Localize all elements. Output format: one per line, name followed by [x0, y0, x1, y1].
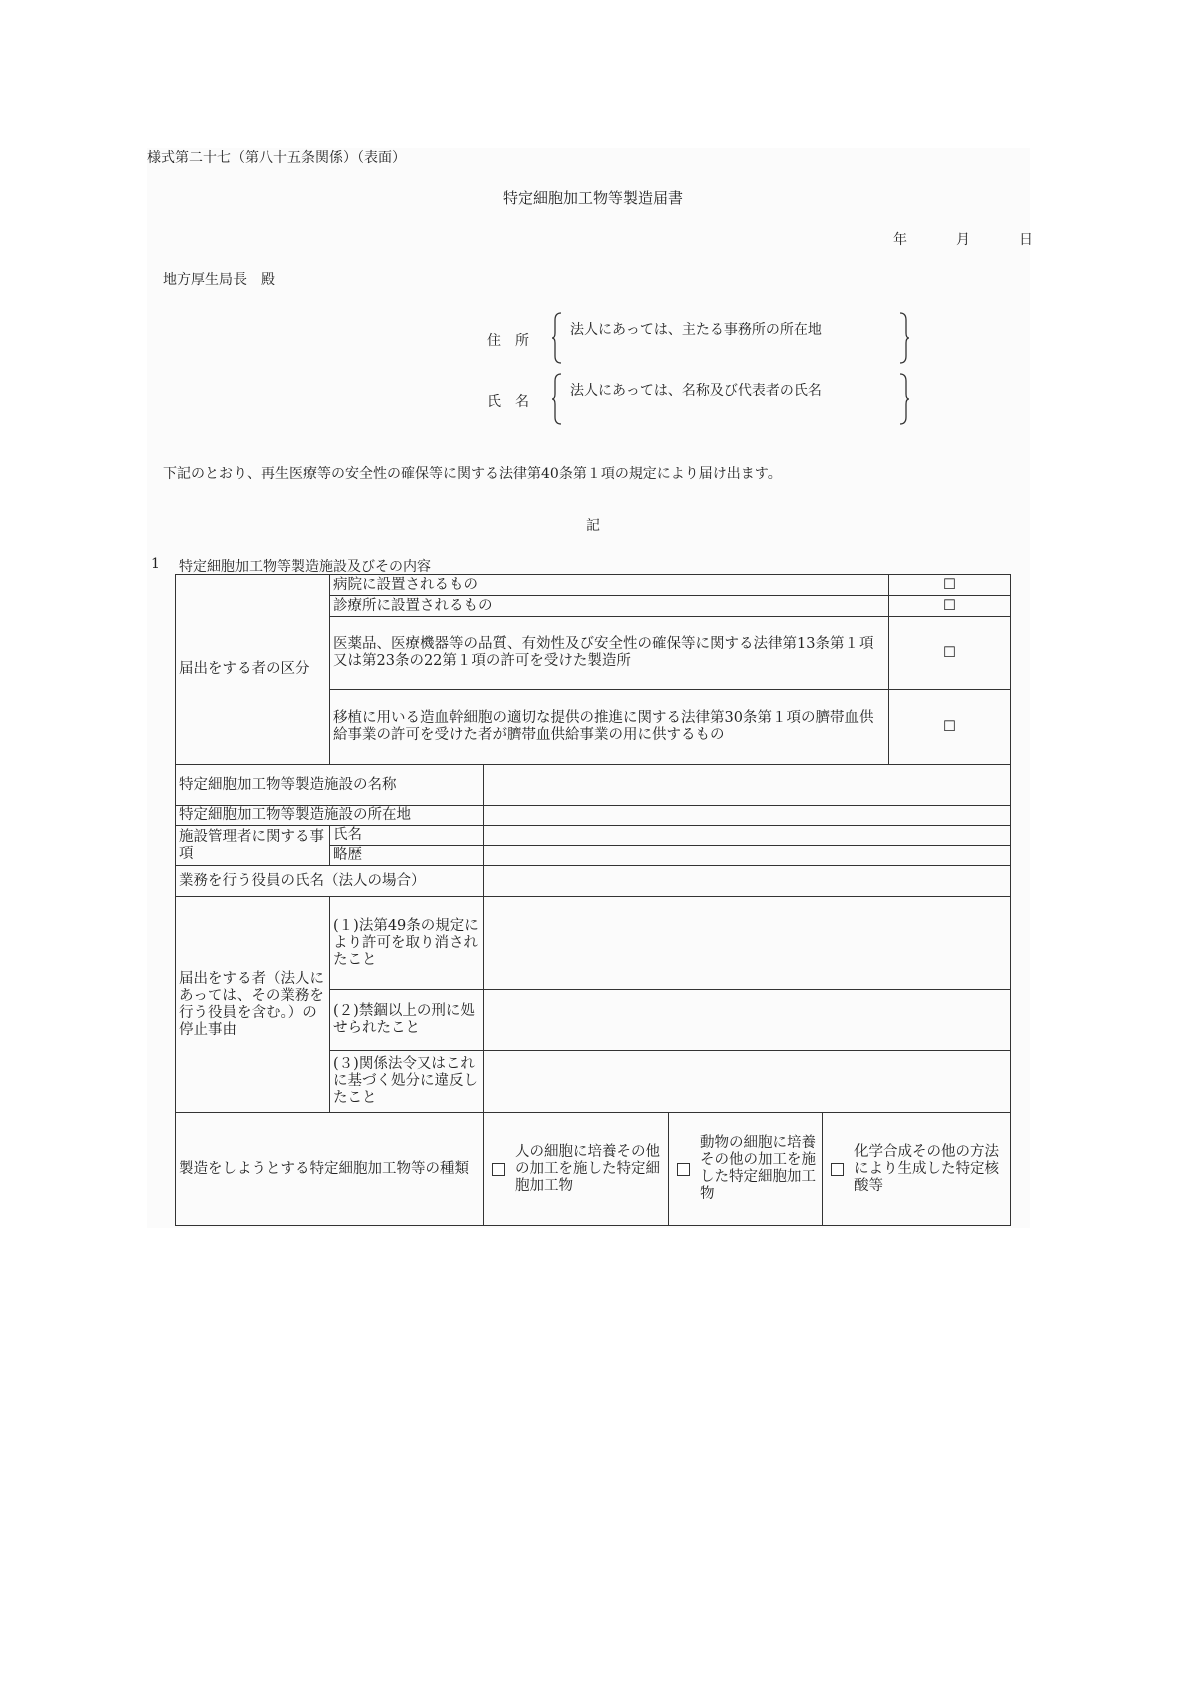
date-month-label: 月 — [956, 232, 970, 248]
facility-address-field[interactable] — [484, 806, 1011, 826]
manager-name-label: 氏名 — [330, 826, 484, 846]
manager-label: 施設管理者に関する事項 — [176, 826, 330, 866]
officers-field[interactable] — [484, 866, 1011, 897]
disqualification-field[interactable] — [484, 990, 1011, 1051]
product-type-text: 人の細胞に培養その他の加工を施した特定細胞加工物 — [515, 1143, 660, 1194]
checkbox-icon[interactable]: ☐ — [889, 690, 1011, 765]
category-text: 移植に用いる造血幹細胞の適切な提供の推進に関する法律第30条第１項の臍帯血供給事業の許可を受けた者が臍帯血供給事業の用に供するもの — [330, 690, 889, 765]
product-type-option[interactable] — [823, 1113, 1011, 1226]
table-row — [176, 866, 1011, 897]
checkbox-icon[interactable] — [677, 1163, 690, 1176]
category-text: 診療所に設置されるもの — [330, 596, 889, 617]
disqualification-field[interactable] — [484, 1051, 1011, 1113]
table-row — [176, 1113, 1011, 1226]
date-day-label: 日 — [1019, 232, 1033, 248]
document-title: 特定細胞加工物等製造届書 — [503, 189, 684, 207]
name-note: 法人にあっては、名称及び代表者の氏名 — [570, 383, 822, 399]
address-label: 住 所 — [487, 333, 529, 349]
facility-address-label: 特定細胞加工物等製造施設の所在地 — [176, 806, 484, 826]
product-type-option[interactable] — [484, 1113, 669, 1226]
table-row — [176, 826, 1011, 846]
manager-history-label: 略歴 — [330, 846, 484, 866]
checkbox-icon[interactable]: ☐ — [889, 617, 1011, 690]
address-note: 法人にあっては、主たる事務所の所在地 — [570, 322, 822, 338]
table-row — [176, 897, 1011, 990]
disqualification-label: 届出をする者（法人にあっては、その業務を行う役員を含む。）の停止事由 — [176, 897, 330, 1113]
category-text: 医薬品、医療機器等の品質、有効性及び安全性の確保等に関する法律第13条第１項又は第23条の22第１項の許可を受けた製造所 — [330, 617, 889, 690]
category-text: 病院に設置されるもの — [330, 575, 889, 596]
product-type-text: 化学合成その他の方法により生成した特定核酸等 — [854, 1143, 999, 1194]
checkbox-icon[interactable]: ☐ — [889, 575, 1011, 596]
product-type-text: 動物の細胞に培養その他の加工を施した特定細胞加工物 — [700, 1135, 816, 1202]
facility-name-label: 特定細胞加工物等製造施設の名称 — [176, 765, 484, 806]
table-row — [176, 806, 1011, 826]
left-brace-icon — [552, 373, 562, 425]
left-brace-icon — [552, 312, 562, 364]
disqualification-item: (２)禁錮以上の刑に処せられたこと — [330, 990, 484, 1051]
addressee: 地方厚生局長 殿 — [163, 272, 275, 288]
statement: 下記のとおり、再生医療等の安全性の確保等に関する法律第40条第１項の規定により届け出ます。 — [163, 466, 782, 482]
date-year-label: 年 — [893, 232, 907, 248]
checkbox-icon[interactable] — [492, 1163, 505, 1176]
facility-name-field[interactable] — [484, 765, 1011, 806]
form-number: 様式第二十七（第八十五条関係）（表面） — [147, 150, 406, 166]
disqualification-item: (３)関係法令又はこれに基づく処分に違反したこと — [330, 1051, 484, 1113]
manager-history-field[interactable] — [484, 846, 1011, 866]
table-row — [176, 765, 1011, 806]
ki-heading: 記 — [586, 518, 600, 534]
facility-form-table — [175, 574, 1011, 1226]
name-label: 氏 名 — [487, 394, 529, 410]
category-label: 届出をする者の区分 — [176, 575, 330, 765]
product-type-label: 製造をしようとする特定細胞加工物等の種類 — [176, 1113, 484, 1226]
checkbox-icon[interactable]: ☐ — [889, 596, 1011, 617]
right-brace-icon — [899, 373, 909, 425]
product-type-option[interactable] — [669, 1113, 823, 1226]
table-row — [176, 575, 1011, 596]
right-brace-icon — [899, 312, 909, 364]
disqualification-item: (１)法第49条の規定により許可を取り消されたこと — [330, 897, 484, 990]
officers-label: 業務を行う役員の氏名（法人の場合） — [176, 866, 484, 897]
section-heading: 特定細胞加工物等製造施設及びその内容 — [179, 559, 431, 575]
disqualification-field[interactable] — [484, 897, 1011, 990]
checkbox-icon[interactable] — [831, 1163, 844, 1176]
section-number: 1 — [151, 556, 160, 572]
manager-name-field[interactable] — [484, 826, 1011, 846]
